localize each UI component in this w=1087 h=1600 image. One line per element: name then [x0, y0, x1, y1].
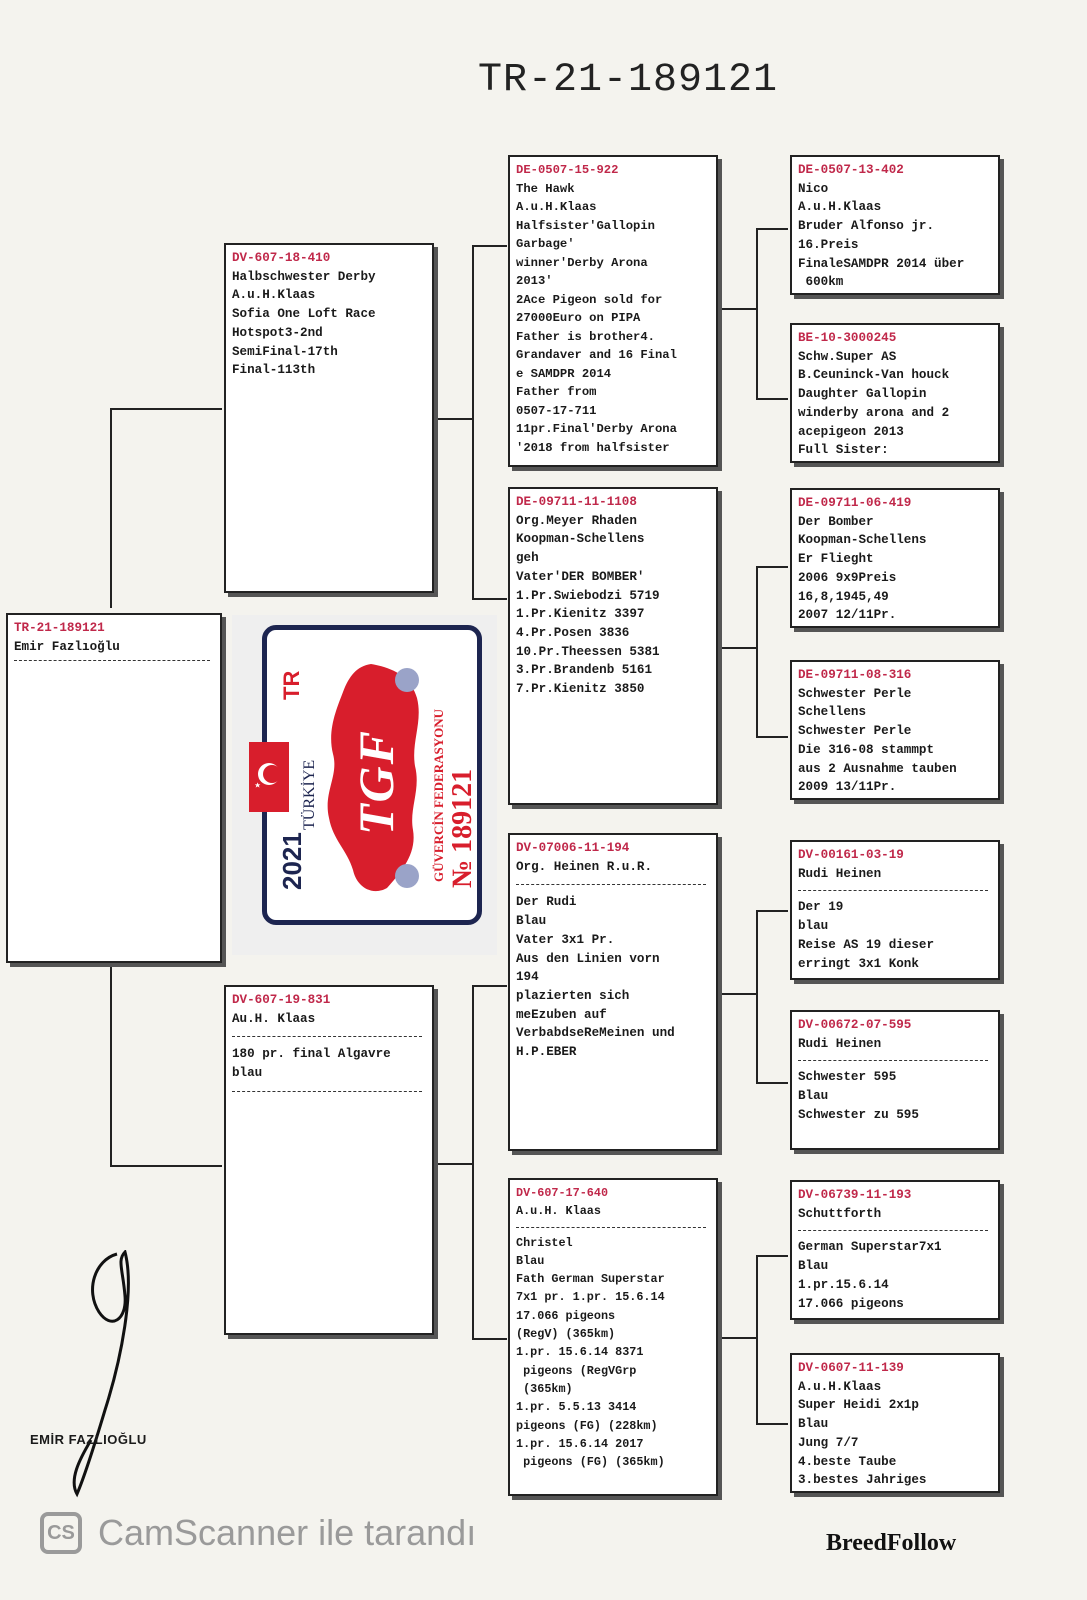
grandparent-card — [508, 1178, 718, 1496]
pedigree-line: A.u.H.Klaas — [798, 1379, 882, 1394]
pedigree-line: Schw.Super AS — [798, 349, 897, 364]
pedigree-line: Org.Meyer Rhaden — [516, 513, 637, 528]
pedigree-line: Blau — [798, 1417, 829, 1432]
connector — [718, 308, 756, 310]
pedigree-line: Christel — [516, 1235, 573, 1250]
pedigree-line: Final-113th — [232, 363, 316, 378]
pedigree-line: Schellens — [798, 705, 867, 720]
logo-country-code: TR — [279, 670, 304, 700]
pedigree-line: meEzuben auf — [516, 1007, 607, 1022]
grandparent-card — [508, 155, 718, 467]
connector — [756, 910, 758, 1082]
pedigree-line: e SAMDPR 2014 — [516, 366, 612, 381]
pedigree-line: geh — [516, 551, 539, 566]
pedigree-line: Daughter Gallopin — [798, 387, 927, 402]
pedigree-line: Sofia One Loft Race — [232, 307, 376, 322]
pedigree-line: 2Ace Pigeon sold for — [516, 292, 663, 307]
pedigree-line: A.u.H.Klaas — [516, 200, 597, 214]
pedigree-line: 600km — [798, 275, 844, 290]
pedigree-line: Hotspot3-2nd — [232, 325, 323, 340]
pedigree-line: plazierten sich — [516, 988, 630, 1003]
connector — [756, 566, 758, 736]
logo-abbr: TGF — [348, 729, 404, 835]
pedigree-line: 17.066 pigeons — [516, 1308, 616, 1323]
pedigree-line: winderby arona and 2 — [798, 405, 950, 420]
brand-logo: BreedFollow — [826, 1530, 957, 1556]
pedigree-line: Garbage' — [516, 237, 575, 251]
page-title: TR-21-189121 — [478, 58, 779, 103]
pedigree-line: Org. Heinen R.u.R. — [516, 859, 653, 874]
grandparent-card — [508, 833, 718, 1151]
ring-number: DE-09711-11-1108 — [516, 495, 637, 509]
ring-number: DE-09711-06-419 — [798, 496, 912, 510]
separator — [516, 1227, 706, 1228]
connector — [756, 398, 788, 400]
connector — [718, 1337, 756, 1339]
pedigree-line: acepigeon 2013 — [798, 424, 904, 439]
separator — [516, 884, 706, 885]
pedigree-line: Blau — [798, 1259, 829, 1274]
ring-number: DV-06739-11-193 — [798, 1188, 912, 1202]
pedigree-line: 1.Pr.Kienitz 3397 — [516, 607, 645, 622]
pedigree-line: 4.beste Taube — [798, 1454, 897, 1469]
pedigree-line: 1.pr. 15.6.14 2017 — [516, 1436, 644, 1451]
ring-number: DE-0507-15-922 — [516, 163, 619, 177]
pedigree-line: Schwester Perle — [798, 686, 912, 701]
pedigree-line: winner'Derby Arona — [516, 255, 648, 270]
pedigree-line: Jung 7/7 — [798, 1435, 859, 1450]
pedigree-line: Grandaver and 16 Final — [516, 348, 677, 362]
pedigree-line: erringt 3x1 Konk — [798, 956, 919, 971]
great-grandparent-card — [790, 1180, 1000, 1320]
pedigree-line: Schwester Perle — [798, 724, 912, 739]
grandparent-card — [508, 487, 718, 805]
logo-frame — [262, 625, 482, 925]
pedigree-line: 17.066 pigeons — [798, 1296, 904, 1311]
pedigree-line: Vater 3x1 Pr. — [516, 932, 615, 947]
pedigree-line: A.u.H.Klaas — [232, 288, 316, 303]
great-grandparent-card — [790, 323, 1000, 463]
ring-number: DV-607-17-640 — [516, 1186, 609, 1200]
signature — [55, 1250, 155, 1500]
separator — [798, 890, 988, 891]
pedigree-line: blau — [232, 1066, 263, 1081]
pedigree-line: aus 2 Ausnahme tauben — [798, 761, 957, 776]
pedigree-line: 7.Pr.Kienitz 3850 — [516, 682, 645, 697]
scanner-watermark — [40, 1512, 476, 1554]
pedigree-line: Aus den Linien vorn — [516, 951, 660, 966]
pedigree-line: The Hawk — [516, 181, 575, 196]
pedigree-line: 2006 9x9Preis — [798, 570, 897, 585]
sire-card — [224, 243, 434, 593]
pedigree-line: A.u.H. Klaas — [516, 1204, 601, 1219]
great-grandparent-card — [790, 488, 1000, 628]
connector — [110, 1165, 222, 1167]
connector — [718, 647, 756, 649]
pedigree-line: (365km) — [516, 1381, 573, 1396]
separator — [232, 1036, 422, 1037]
pedigree-line: 1.pr. 5.5.13 3414 — [516, 1400, 637, 1415]
turkey-flag-icon — [249, 742, 289, 812]
great-grandparent-card — [790, 660, 1000, 800]
pedigree-line: A.u.H.Klaas — [798, 200, 882, 215]
connector — [756, 910, 788, 912]
connector — [472, 598, 507, 600]
connector — [756, 736, 788, 738]
ring-number: DV-00672-07-595 — [798, 1018, 912, 1032]
connector — [432, 418, 472, 420]
pedigree-line: 10.Pr.Theessen 5381 — [516, 644, 660, 659]
connector — [432, 1163, 472, 1165]
pedigree-line: FinaleSAMDPR 2014 über — [798, 256, 965, 271]
scanner-text: CamScanner ile tarandı — [98, 1512, 477, 1553]
pedigree-line: Rudi Heinen — [798, 866, 882, 881]
great-grandparent-card — [790, 1010, 1000, 1150]
pedigree-line: Der Rudi — [516, 895, 577, 910]
pedigree-line: 27000Euro on PIPA — [516, 311, 641, 325]
connector — [110, 408, 112, 608]
pedigree-line: 16.Preis — [798, 237, 859, 252]
pedigree-line: Au.H. Klaas — [232, 1011, 316, 1026]
logo-country-word: TÜRKİYE — [301, 759, 318, 830]
pedigree-line: 0507-17-711 — [516, 403, 597, 418]
pedigree-line: (RegV) (365km) — [516, 1327, 616, 1342]
pedigree-line: 2013' — [516, 274, 553, 288]
great-grandparent-card — [790, 155, 1000, 295]
pedigree-line: B.Ceuninck-Van houck — [798, 368, 950, 383]
pedigree-line: blau — [798, 919, 829, 934]
connector — [472, 985, 474, 1340]
connector — [110, 945, 112, 1165]
signature-name: EMİR FAZLIOĞLU — [30, 1432, 147, 1447]
pedigree-line: Blau — [516, 914, 547, 929]
dam-card — [224, 985, 434, 1335]
pedigree-line: 11pr.Final'Derby Arona — [516, 422, 677, 436]
logo-number: № 189121 — [447, 768, 478, 888]
ring-number: DV-07006-11-194 — [516, 841, 630, 855]
connector — [756, 1423, 788, 1425]
connector — [756, 1082, 788, 1084]
pedigree-line: Blau — [516, 1253, 545, 1268]
connector — [718, 993, 756, 995]
connector — [756, 228, 758, 398]
pedigree-line: Koopman-Schellens — [516, 532, 645, 547]
pedigree-line: H.P.EBER — [516, 1045, 577, 1060]
great-grandparent-card — [790, 840, 1000, 980]
pedigree-line: 1.pr. 15.6.14 8371 — [516, 1345, 644, 1360]
pedigree-line: Der Bomber — [798, 514, 874, 529]
pedigree-line: German Superstar7x1 — [798, 1240, 942, 1255]
connector — [472, 245, 474, 600]
pedigree-line: Schwester zu 595 — [798, 1107, 919, 1122]
pedigree-line: Super Heidi 2x1p — [798, 1398, 919, 1413]
connector — [472, 1338, 507, 1340]
pedigree-line: 7x1 pr. 1.pr. 15.6.14 — [516, 1290, 665, 1305]
ring-number: DE-0507-13-402 — [798, 163, 904, 177]
pedigree-line: pigeons (FG) (228km) — [516, 1418, 658, 1433]
pedigree-line: Schwester 595 — [798, 1070, 897, 1085]
pedigree-line: SemiFinal-17th — [232, 344, 338, 359]
ring-number: TR-21-189121 — [14, 621, 105, 635]
great-grandparent-card — [790, 1353, 1000, 1493]
connector — [756, 566, 788, 568]
pedigree-line: Schuttforth — [798, 1206, 882, 1221]
pedigree-line: 16,8,1945,49 — [798, 589, 889, 604]
ring-number: DE-09711-08-316 — [798, 668, 912, 682]
pedigree-line: 180 pr. final Algavre — [232, 1047, 391, 1062]
ring-number: DV-607-18-410 — [232, 251, 331, 265]
pedigree-line: 4.Pr.Posen 3836 — [516, 625, 630, 640]
pedigree-line: Full Sister: — [798, 443, 889, 458]
pedigree-line: Die 316-08 stammpt — [798, 742, 935, 757]
pedigree-line: Der 19 — [798, 900, 844, 915]
ring-number: DV-607-19-831 — [232, 993, 331, 1007]
pedigree-line: Blau — [798, 1089, 829, 1104]
pedigree-line: 2007 12/11Pr. — [798, 608, 897, 623]
separator — [798, 1230, 988, 1231]
connector — [756, 1255, 788, 1257]
pedigree-line: 3.bestes Jahriges — [798, 1473, 927, 1488]
pedigree-line: pigeons (FG) (365km) — [516, 1455, 665, 1470]
logo-federation: GÜVERCİN FEDERASYONU — [431, 709, 446, 882]
separator — [232, 1091, 422, 1092]
pedigree-line: Rudi Heinen — [798, 1036, 882, 1051]
pedigree-line: Reise AS 19 dieser — [798, 937, 935, 952]
pedigree-line: '2018 from halfsister — [516, 440, 670, 455]
pedigree-line: Koopman-Schellens — [798, 533, 927, 548]
separator — [14, 660, 210, 661]
pedigree-line: Fath German Superstar — [516, 1272, 665, 1287]
ring-number: DV-0607-11-139 — [798, 1361, 904, 1375]
ring-number: DV-00161-03-19 — [798, 848, 904, 862]
camscanner-logo-icon: CS — [40, 1512, 82, 1554]
pedigree-line: Father is brother4. — [516, 329, 655, 344]
pedigree-line: 1.pr.15.6.14 — [798, 1277, 889, 1292]
connector — [472, 985, 507, 987]
pedigree-line: Bruder Alfonso jr. — [798, 219, 935, 234]
pedigree-line: 1.Pr.Swiebodzi 5719 — [516, 588, 660, 603]
pedigree-line: pigeons (RegVGrp — [516, 1363, 637, 1378]
pedigree-line: Nico — [798, 181, 829, 196]
pedigree-line: Halfsister'Gallopin — [516, 218, 655, 233]
pedigree-line: Emir Fazlıoğlu — [14, 639, 120, 654]
pedigree-line: Halbschwester Derby — [232, 269, 376, 284]
logo-year: 2021 — [277, 832, 307, 890]
subject-card — [6, 613, 222, 963]
separator — [798, 1060, 988, 1061]
connector — [110, 408, 222, 410]
pedigree-line: Er Flieght — [798, 552, 874, 567]
pedigree-line: Father from — [516, 385, 597, 399]
pedigree-line: VerbabdseReMeinen und — [516, 1026, 675, 1041]
pedigree-line: 2009 13/11Pr. — [798, 780, 897, 795]
connector — [472, 245, 507, 247]
pedigree-line: 3.Pr.Brandenb 5161 — [516, 663, 653, 678]
pedigree-line: 194 — [516, 970, 539, 985]
connector — [756, 1255, 758, 1423]
connector — [756, 228, 788, 230]
federation-logo — [232, 615, 497, 955]
pedigree-line: Vater'DER BOMBER' — [516, 569, 645, 584]
ring-number: BE-10-3000245 — [798, 331, 897, 345]
